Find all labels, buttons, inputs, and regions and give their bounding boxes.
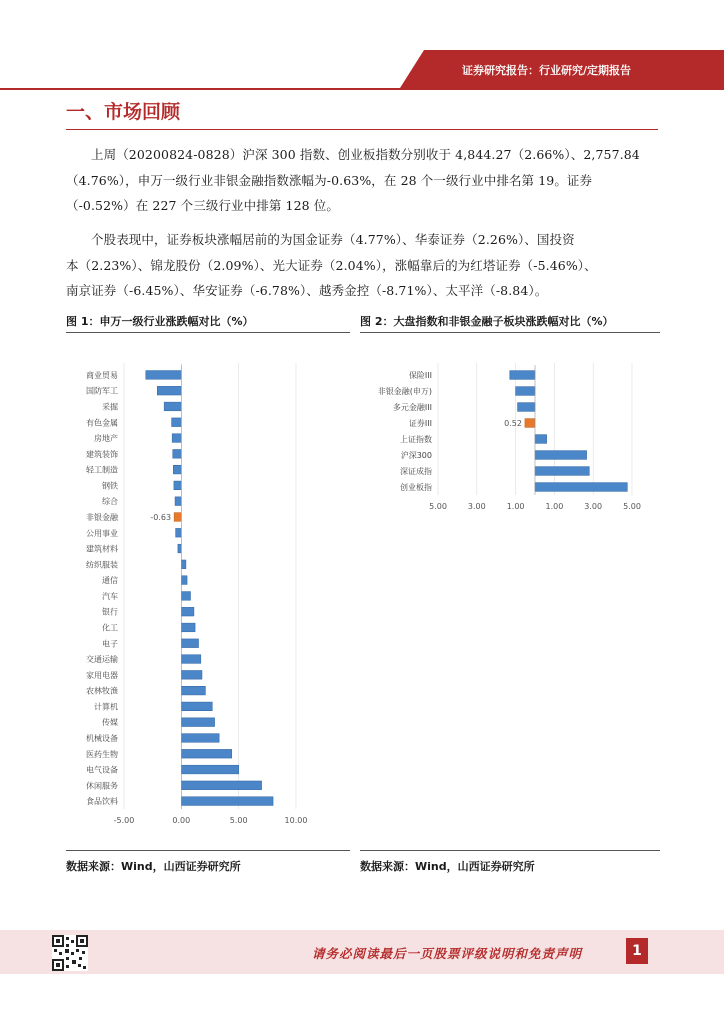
category-label: 纺织服装 [86, 560, 118, 570]
bar [510, 371, 535, 380]
bar [181, 623, 195, 632]
figure-1-source: 数据来源：Wind，山西证券研究所 [66, 860, 241, 873]
category-label: 电子 [102, 639, 118, 649]
bar [516, 387, 535, 396]
category-label: 传媒 [102, 718, 118, 728]
bar [181, 655, 200, 664]
category-label: 银行 [102, 607, 118, 617]
bar [164, 402, 181, 411]
category-label: 商业贸易 [86, 370, 118, 380]
figure-2-rule [360, 332, 660, 333]
bar [535, 451, 587, 460]
category-label: 轻工制造 [86, 465, 118, 475]
x-tick-label: 10.00 [284, 816, 308, 825]
paragraph-line: 个股表现中，证券板块涨幅居前的为国金证券（4.77%）、华泰证券（2.26%）、国投资 [91, 232, 575, 247]
category-label: 综合 [102, 497, 118, 507]
bar [181, 639, 198, 648]
bar [146, 371, 182, 380]
industry-returns-chart [68, 345, 318, 835]
category-label: 创业板指 [400, 483, 432, 492]
header-banner [400, 50, 724, 88]
bar [535, 435, 547, 444]
figure-1-title: 图 1：申万一级行业涨跌幅对比（%） [66, 315, 254, 328]
category-label: 汽车 [102, 591, 118, 601]
category-label: 家用电器 [86, 670, 118, 680]
disclaimer-text: 请务必阅读最后一页股票评级说明和免责声明 [312, 946, 583, 961]
category-label: 国防军工 [86, 386, 118, 396]
category-label: 证券III [408, 419, 432, 428]
source-2-rule [360, 850, 660, 851]
data-label: -0.63 [150, 512, 172, 522]
bar [178, 544, 181, 553]
category-label: 非银金融 [86, 512, 118, 522]
figure-2-source: 数据来源：Wind，山西证券研究所 [360, 860, 535, 873]
x-tick-label: 5.00 [623, 502, 641, 511]
bar [181, 734, 219, 743]
qr-code-icon [52, 935, 88, 971]
bar [181, 592, 190, 601]
bar [181, 607, 194, 616]
bar [181, 781, 261, 790]
x-tick-label: -5.00 [113, 816, 135, 825]
bar [525, 419, 535, 428]
data-label: 0.52 [504, 419, 522, 428]
category-label: 沪深300 [400, 451, 432, 460]
bar [518, 403, 535, 412]
x-tick-label: 3.00 [467, 502, 486, 511]
category-label: 通信 [102, 576, 118, 586]
category-label: 医药生物 [86, 749, 118, 759]
bar [181, 686, 205, 695]
category-label: 多元金融III [392, 403, 432, 412]
paragraph-line: 南京证券（-6.45%）、华安证券（-6.78%）、越秀金控（-8.71%）、太平洋（-8.84）。 [66, 283, 548, 298]
figure-2-title: 图 2：大盘指数和非银金融子板块涨跌幅对比（%） [360, 315, 614, 328]
category-label: 建筑材料 [86, 544, 118, 554]
bar [172, 434, 181, 443]
paragraph-line: 本（2.23%）、锦龙股份（2.09%）、光大证券（2.04%），涨幅靠后的为红塔证券（-5.46%）、 [66, 257, 597, 273]
bar [181, 718, 214, 727]
category-label: 机械设备 [86, 733, 118, 743]
bar [181, 702, 212, 711]
bar [535, 483, 627, 492]
bar [181, 670, 202, 679]
bar [175, 497, 181, 506]
x-tick-label: 5.00 [229, 816, 248, 825]
category-label: 有色金属 [86, 418, 118, 428]
category-label: 房地产 [94, 434, 118, 444]
category-label: 食品饮料 [86, 797, 118, 807]
category-label: 上证指数 [400, 435, 432, 444]
report-type-label: 证券研究报告：行业研究/定期报告 [462, 64, 632, 77]
bar [181, 576, 187, 585]
figure-1-rule [66, 332, 350, 333]
paragraph-line: （4.76%），申万一级行业非银金融指数涨幅为-0.63%，在 28 个一级行业中排名第 19。证券 [66, 172, 593, 188]
category-label: 非银金融(申万) [377, 387, 432, 396]
category-label: 计算机 [94, 702, 118, 712]
bar [173, 465, 181, 474]
x-tick-label: 5.00 [429, 502, 447, 511]
category-label: 化工 [102, 623, 118, 633]
x-tick-label: 1.00 [506, 502, 525, 511]
category-label: 深证成指 [400, 467, 432, 476]
category-label: 建筑装饰 [86, 449, 118, 459]
bar [174, 513, 181, 522]
bar [172, 418, 182, 427]
title-rule [66, 129, 658, 130]
paragraph-line: 上周（20200824-0828）沪深 300 指数、创业板指数分别收于 4,844.27（2.66%）、2,757.84 [91, 147, 640, 162]
category-label: 休闲服务 [86, 781, 118, 791]
bar [176, 528, 182, 537]
paragraph-market-review [66, 142, 662, 219]
source-1-rule [66, 850, 350, 851]
category-label: 农林牧渔 [86, 686, 118, 696]
page-number: 1 [626, 938, 648, 964]
bar [181, 749, 231, 758]
x-tick-label: 0.00 [172, 816, 191, 825]
category-label: 保险III [408, 371, 432, 380]
bar [535, 467, 589, 476]
bar [181, 765, 238, 774]
bar [157, 386, 181, 395]
section-title: 一、市场回顾 [66, 101, 181, 123]
bar [181, 560, 186, 569]
category-label: 钢铁 [102, 481, 118, 491]
category-label: 公用事业 [86, 528, 118, 538]
header-rule [0, 88, 724, 90]
bar [181, 797, 273, 806]
bar [173, 449, 182, 458]
category-label: 电气设备 [86, 765, 118, 775]
paragraph-line: （-0.52%）在 227 个三级行业中排第 128 位。 [66, 198, 339, 213]
bar [174, 481, 181, 490]
x-tick-label: 1.00 [545, 502, 564, 511]
index-returns-chart [362, 345, 654, 525]
x-tick-label: 3.00 [584, 502, 603, 511]
paragraph-stock-performance [66, 227, 662, 304]
category-label: 交通运输 [86, 655, 118, 665]
category-label: 采掘 [102, 402, 118, 412]
